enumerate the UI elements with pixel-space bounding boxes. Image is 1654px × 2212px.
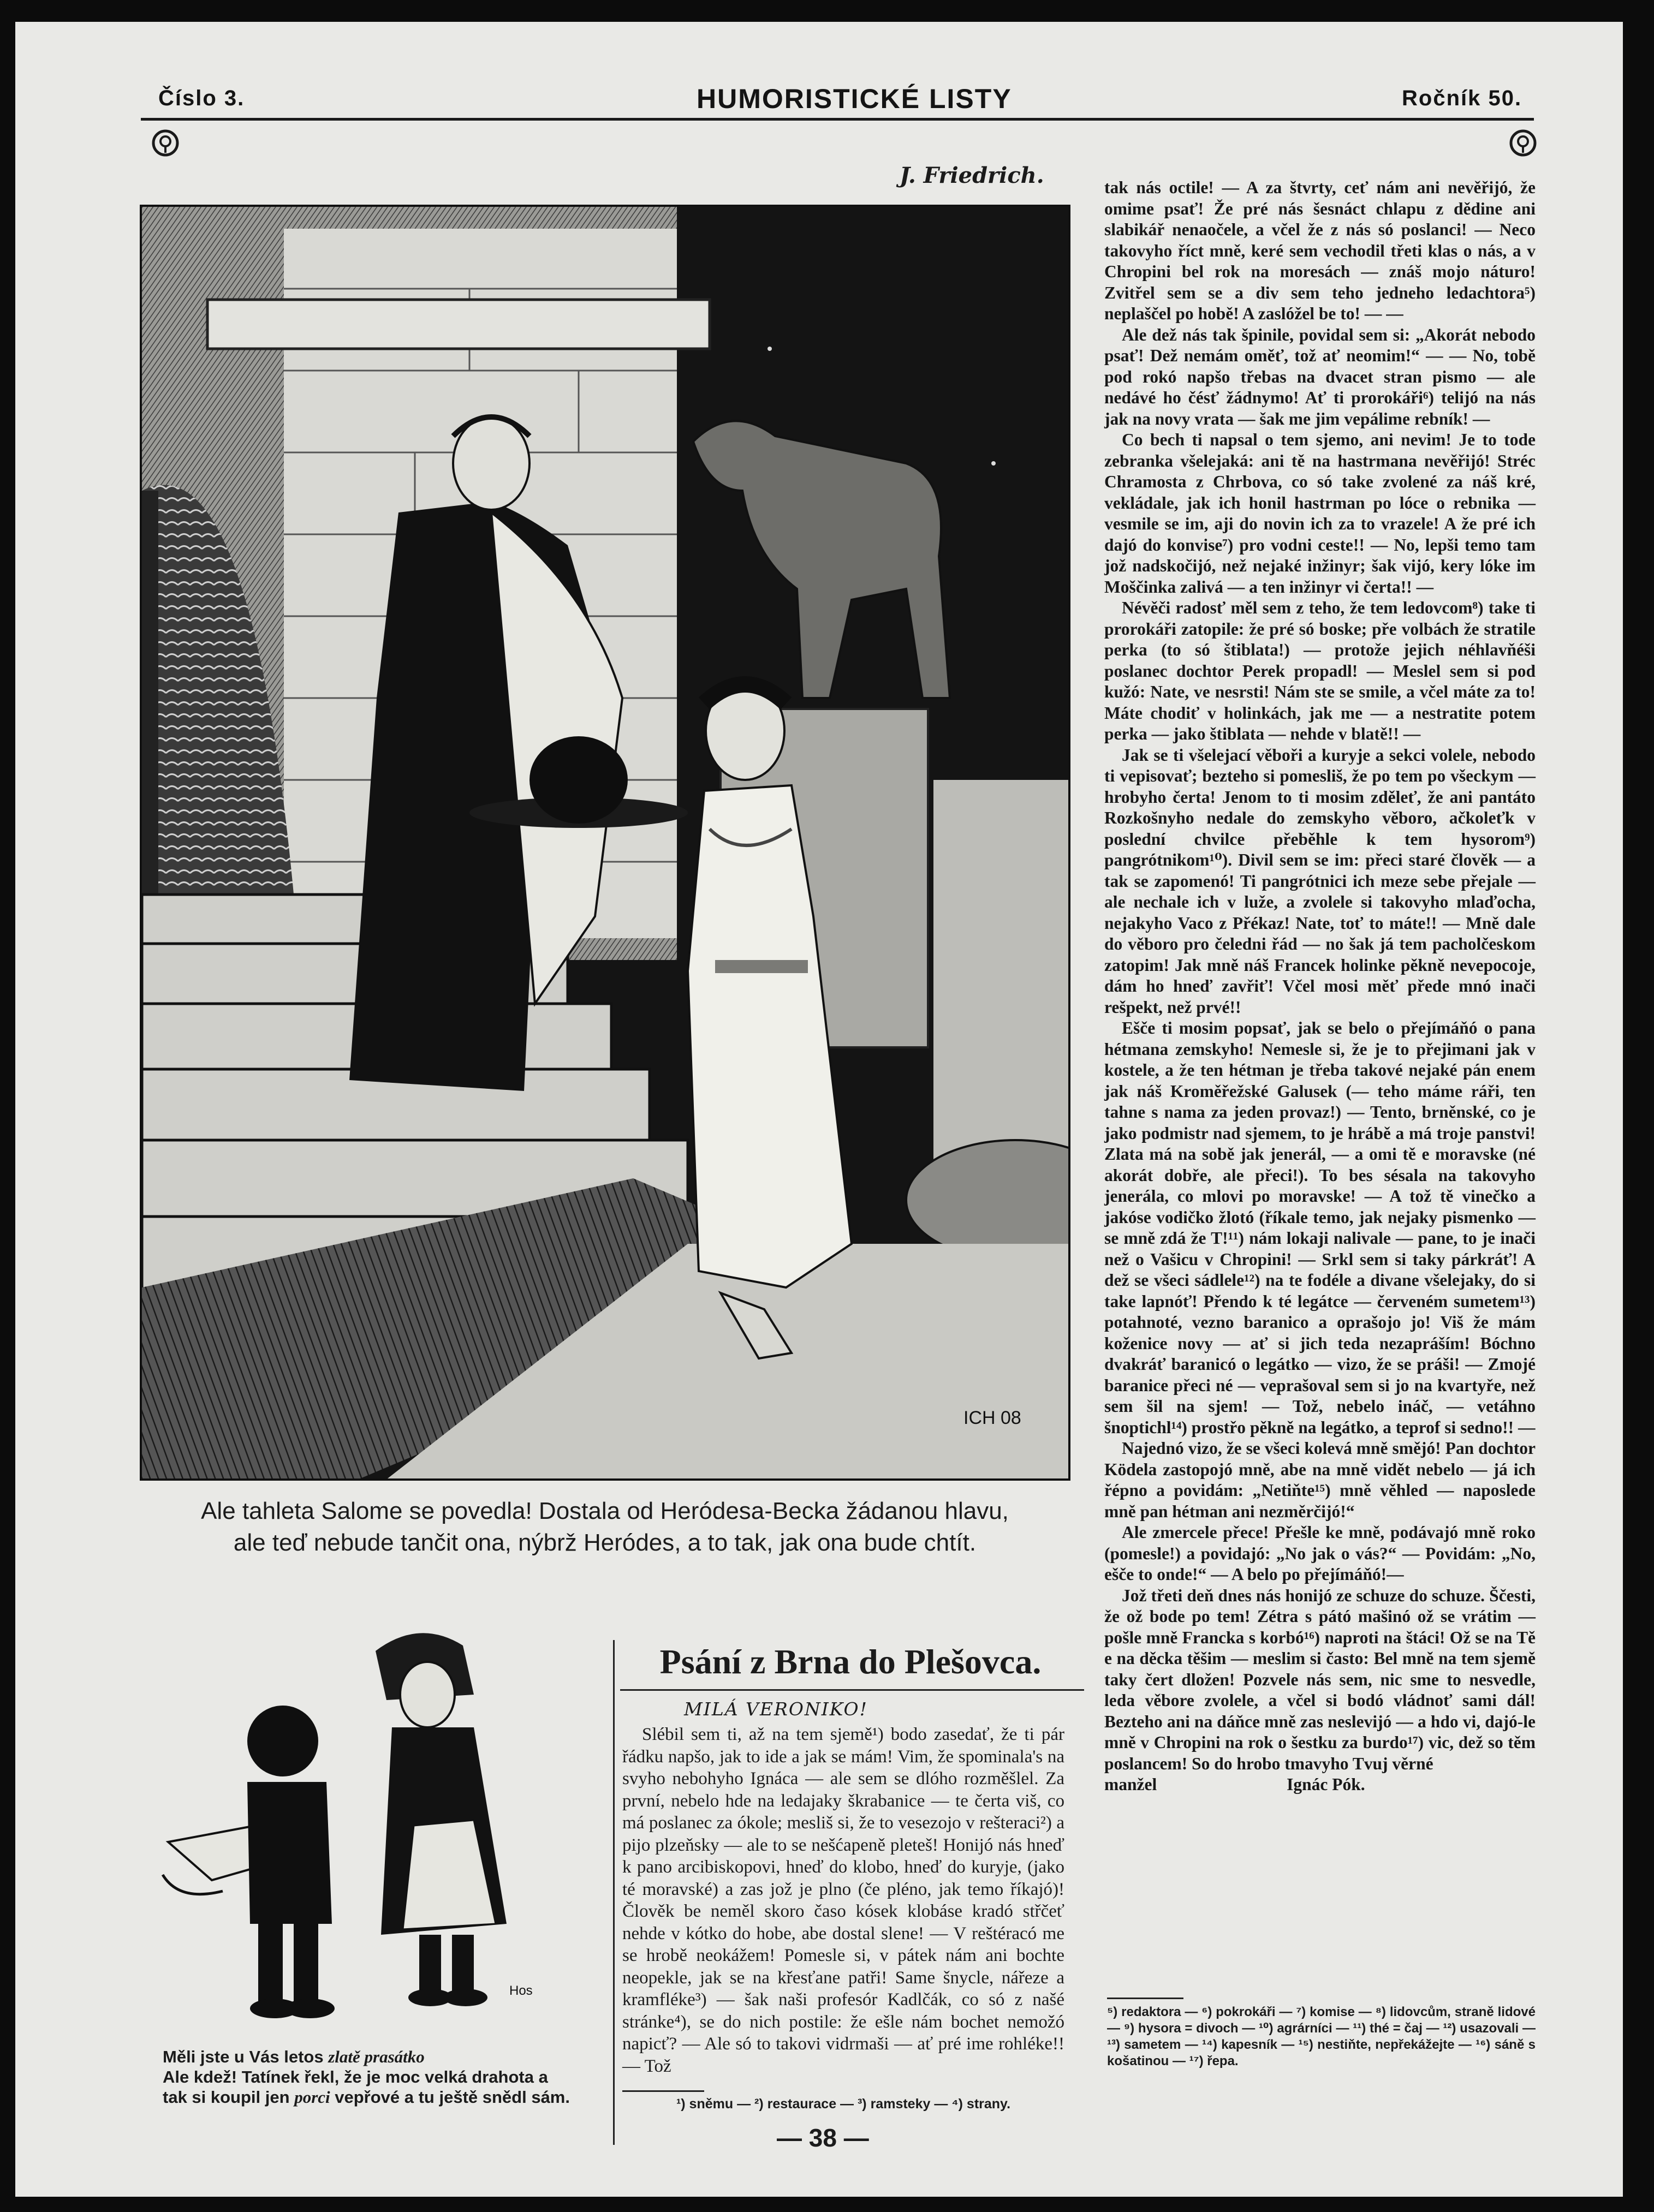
signoff-left: manžel bbox=[1104, 1775, 1157, 1794]
article-column-middle bbox=[622, 1724, 1064, 2077]
footnote-rule bbox=[622, 2090, 704, 2092]
paragraph: Névěči radosť měl sem z teho, že tem ledovcom⁸) take ti prorokáři zatopile: že pré só boske; pře volbách že stratile perka (to só štiblata!) — protože jejich néhlavňéši poslanec dochtor Perek propadl! — Meslel sem si pod kužó: Nate, ve nesrsti! Nám ste se smile, a včel máte za to! Máte chodiť v holinkách, jak me — a nestratite potem perka — jako štiblata — nehde v blatě!! — bbox=[1104, 598, 1536, 743]
issue-number: Číslo 3. bbox=[158, 86, 245, 110]
paragraph: Ale zmercele přece! Přešle ke mně, podávajó mně roko (pomesle!) a povidajó: „No jak o vás?“ — Povidám: „No, ešče to onde!“ — A belo po přejímáňó!— bbox=[1104, 1523, 1536, 1584]
title-rule bbox=[620, 1689, 1084, 1691]
caption-italic: porci bbox=[294, 2088, 330, 2107]
page-number: — 38 — bbox=[777, 2124, 869, 2152]
paragraph: tak nás octile! — A za štvrty, ceť nám ani nevěřijó, že omime psať! Že pré nás šesnáct chlapu z dědine ani slabikář nenaočele, a včel že z nás só poslanci! — Neco takovyho říct mně, keré sem vechodil třeti klas o nás, a v Chropini bel rok na moresách — znáš mojo náturo! Zvitřel sem se a div sem teho jedneho ledachtora⁵) neplaščel po hobě! A zaslóžel be to! — — bbox=[1104, 178, 1536, 323]
paragraph: Ešče ti mosim popsať, jak se belo o přejímáňó o pana hétmana zemskyho! Nemesle si, že je to přejimani jak v kostele, a že ten hétman je třeba takové nejaké pán enem jak náš Kroměřežské Galusek (— teho máme ráři, ten tahne s nama za jeden provaz!) — Tento, brněnské, co je jako podmistr nad sjemem, to je hrábě a má troje panstvi! Zlata má na sobě jak jenerál, — a omi tě e moravske (né akorát dobře, ale přeci!). To bes sésala na takovyho jenerála, co mlovi po moravske! — A tož tě vinečko a jakóse vodičko žlotó (říkale temo, jak nejaky pismenko — se mně zdá že T!¹¹) nám lokaji nalivale — pane, to je inači než o Vašicu v Chropini! — Srkl sem si taky párkráť! A dež se všeci sádlele¹²) na te fodéle a divane všelejaky, do si take lapnóť! Přendo k té legátce — červeném sumetem¹³) potahnoté, vezno baranico a oprašojo jo! Viš že mám koženice novy — ať si jich teda nezapráším! Bóchno dvakráť baranicó o legátko — vizo, že se práši! — Zmojé baranice přeci né — veprašoval sem si jo na kvartyře, než sem šil na sjem! — Tož, nebelo ináč, — vetáhno šnoptichl¹⁴) prostřo pěkně na legátko, a teprof si sedno!! — bbox=[1104, 1018, 1536, 1437]
children-drawing bbox=[146, 1618, 599, 2044]
article-column-right bbox=[1104, 177, 1536, 1796]
signature: Ignác Pók. bbox=[1287, 1775, 1365, 1794]
ornament-icon bbox=[151, 128, 180, 158]
illustration-caption bbox=[179, 1495, 1031, 1559]
paragraph: Jak se ti všelejací věboři a kuryje a sekci volele, nebodo ti vepisovať; bezteho si pomesliš, že po tem po všeckym — hrobyho čerta! Jenom to ti mosim zděleť, že ani pantáto Rozkošnyho nedale do zemskyho věboro, ačkoleťk v poslední chvilce přeběhle k tem hysorom⁹) pangrótnikom¹⁰). Divil sem se im: přeci staré člověk — a tak se zapomenó! Ti pangrótnici ich meze sebe přejale — ale nechale ich v luže, a zvolele si takovyho mlaďocha, nejakyho Vaco z Přékaz! Nate, toť to máte!! — Mně dale do věboro pro čeledni řád — no šak já tem pacholčeskom zatopim! Jak mně náš Francek holinke pěkně nevepocoje, dám ho hneď zavřiť! Včel mosi měť přede mnó inači rešpekt, než prvé!! bbox=[1104, 745, 1536, 1017]
footnote-rule bbox=[1107, 1998, 1183, 1999]
footnotes-left: ¹) sněmu — ²) restaurace — ³) ramsteky — ⁴) strany. bbox=[676, 2096, 1011, 2112]
caption-line: ale teď nebude tančit ona, nýbrž Heródes, a to tak, jak ona bude chtít. bbox=[233, 1529, 977, 1556]
caption-italic: zlatě prasátko bbox=[328, 2047, 425, 2066]
paragraph: Co bech ti napsal o tem sjemo, ani nevim! Je to tode zebranka všelejaká: ani tě na hastrmana nevěřijó! Stréc Chramosta z Chrbova, co só take zvolené za náš kré, vekládale, jak ich honil hastrman po lóce o rebnika — vesmile se im, aji do novin ich za to vrazele! A že pré ich dajó do konvise⁷) pro vodni ceste!! — No, lepši temo tam jož nadskočijó, než nejaké inžinyr; šak vijó, kery lóke im Moščinka zalivá — a ten inžinyr vi čerta!! — bbox=[1104, 430, 1536, 597]
header-rule bbox=[141, 118, 1534, 121]
cartoon-signature: Hos bbox=[509, 1983, 533, 1998]
column-divider bbox=[613, 1640, 615, 2145]
volume-number: Ročník 50. bbox=[1402, 86, 1522, 110]
paragraph: Jož třeti deň dnes nás honijó ze schuze do schuze. Ščesti, že ož bode po tem! Zétra s pátó mašinó ož se vrátim — pošle mně Francka s korbó¹⁶) naproti na štáci! Ož se na Tě e na děcka těšim — meslim si často: Bel mně na tem sjemě taky čert dložen! Pozvele nás sem, nic sme to nesvedle, leda věbore zvolele, a včel si bodó vládnoť sami dál! Bezteho ani na dáňce mně zas neslevijó — a hdo vi, dajó-le mně v Chropini na rok o šestku za burdo¹⁷) vic, dež so těm poslancem! So do hrobo tmavyho Tvuj věrné bbox=[1104, 1585, 1536, 1773]
paragraph: Najednó vizo, že se všeci kolevá mně smějó! Pan dochtor Ködela zastopojó mně, abe na mně vidět nebelo — já ich řépno a povidám: „Netiňte¹⁵) mně věhled — naposlede mně pan hétman ani nezměrčijó!“ bbox=[1104, 1439, 1536, 1521]
children-cartoon bbox=[146, 1618, 599, 2044]
caption-line: Ale kdež! Tatínek řekl, že je moc velká drahota a bbox=[163, 2067, 548, 2086]
signoff bbox=[1104, 1774, 1536, 1796]
footnotes-right: ⁵) redaktora — ⁶) pokrokáři — ⁷) komise — ⁸) lidovcům, straně lidové — ⁹) hysora = divoch — ¹⁰) agrárníci — ¹¹) thé = čaj — ¹²) usazovali — ¹³) sametem — ¹⁴) kapesník — ¹⁵) nestiňte, nepřekážejte — ¹⁶) sáně s košatinou — ¹⁷) řepa. bbox=[1107, 2005, 1536, 2068]
caption-line bbox=[163, 2047, 599, 2067]
cartoon-caption bbox=[163, 2047, 599, 2107]
masthead-title: HUMORISTICKÉ LISTY bbox=[697, 84, 1012, 114]
article-salutation: MILÁ VERONIKO! bbox=[684, 1698, 868, 1720]
caption-text: Měli jste u Vás letos bbox=[163, 2047, 329, 2066]
newspaper-page bbox=[15, 22, 1623, 2197]
caption-line: Ale tahleta Salome se povedla! Dostala od Heródesa-Becka žádanou hlavu, bbox=[201, 1498, 1009, 1524]
caption-text: tak si koupil jen bbox=[163, 2088, 295, 2107]
illustration-signature: ICH 08 bbox=[963, 1408, 1021, 1428]
caption-line bbox=[163, 2087, 599, 2107]
paragraph: Slébil sem ti, až na tem sjemě¹) bodo zasedať, že ti pár řádku napšo, jak to ide a jak se mám! Vim, že spominala's na svyho nebohyho Ignáca — ale sem se dlóho rozměšlel. Za první, nebelo hde na ledajaky škrabanice — te čerta viš, co má poslanec za ókole; mesliš si, že to vesezojo v rešteraci²) a pijo plzeňsky — ale to se nešćapeně pleteš! Honijó nás hneď k pano arcibiskopovi, hneď do klobo, hneď do kuryje, (jako té moravské) a zas jož je plno (če pléno, jak temo říkajó)! Člověk be neměl skoro časo kósek klobáse kradó střčeť nehde v kótko do hobe, abe dostal slene! — V reštéracó me se hrobě neokážem! Pomesle si, v pátek nám ani bochte neopekle, jak se na křesťane patři! Same šnycle, nářeze a kramfléke³) — šak naši profesór Kadlčák, co só z našé stránke⁴), se do nich postile: že ešle nám bochet nemožó napicť? — Ale só to takovi vidrmaši — ať pré ime rohléke!! — Tož bbox=[622, 1725, 1064, 2076]
illustration-author: J. Friedrich. bbox=[900, 163, 1044, 188]
ornament-icon bbox=[1508, 128, 1538, 158]
article-title: Psání z Brna do Plešovca. bbox=[659, 1642, 1042, 1681]
paragraph: Ale dež nás tak špinile, povidal sem si: „Akorát nebodo psať! Dež nemám oměť, tož ať neomim!“ — — No, tobě pod rokó napšo třebas na dvacet stran pismo — ale nedávé ho čésť žádnymo! Ať ti prorokáři⁶) telijó na nás jak na novy vrata — šak me jim vepálime rebník! — bbox=[1104, 325, 1536, 428]
salome-illustration bbox=[140, 205, 1070, 1481]
caption-text: vepřové a tu ještě snědl sám. bbox=[330, 2088, 570, 2107]
salome-drawing bbox=[142, 207, 1068, 1478]
